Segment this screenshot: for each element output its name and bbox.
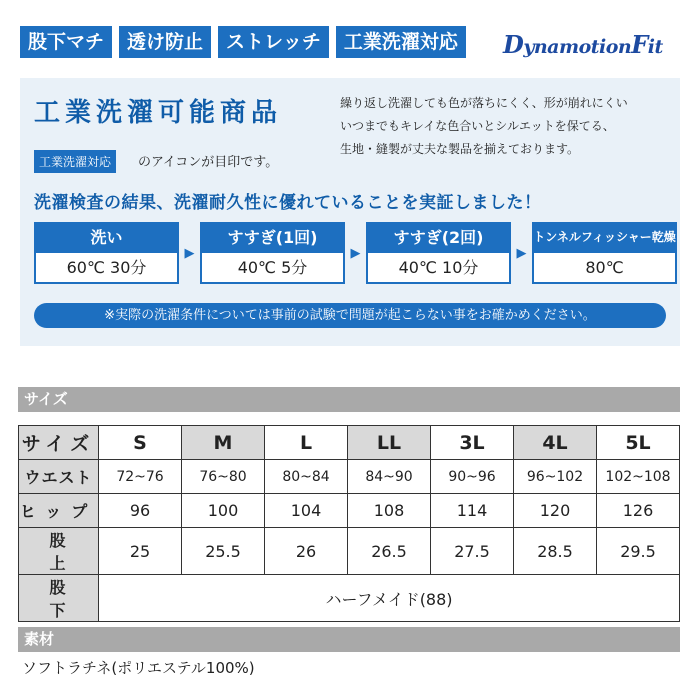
industrial-wash-panel (20, 78, 680, 346)
panel-description: 繰り返し洗濯しても色が落ちにくく、形が崩れにくい いつまでもキレイな色合いとシルエットを保てる、 生地・縫製が丈夫な製品を揃えております。 (340, 96, 628, 156)
feature-tag: ストレッチ (218, 26, 329, 58)
wash-step: トンネルフィッシャー乾燥 80℃ (532, 222, 677, 284)
size-section-header: サイズ (18, 387, 680, 412)
wash-steps (34, 222, 677, 284)
table-row: 股下 ハーフメイド(88) (19, 575, 680, 622)
wash-note: ※実際の洗濯条件については事前の試験で問題が起こらない事をお確かめください。 (34, 303, 666, 328)
wash-step: すすぎ(1回) 40℃ 5分 (200, 222, 345, 284)
arrow-right-icon: ▶ (350, 245, 361, 261)
size-table (18, 425, 680, 622)
brand-logo: DynamotionFit (503, 30, 663, 59)
panel-title: 工業洗濯可能商品 (34, 98, 283, 128)
proven-headline: 洗濯検査の結果、洗濯耐久性に優れていることを実証しました！ (34, 193, 542, 213)
wash-step: 洗い 60℃ 30分 (34, 222, 179, 284)
material-text: ソフトラチネ(ポリエステル100%) (22, 659, 255, 677)
feature-tags (20, 26, 466, 58)
material-section-header: 素材 (18, 627, 680, 652)
feature-tag: 透け防止 (119, 26, 211, 58)
table-header-row: サイズ S M L LL 3L 4L 5L (19, 426, 680, 460)
arrow-right-icon: ▶ (516, 245, 527, 261)
table-row: 股上 25 25.5 26 26.5 27.5 28.5 29.5 (19, 528, 680, 575)
wash-step: すすぎ(2回) 40℃ 10分 (366, 222, 511, 284)
badge-caption: のアイコンが目印です。 (138, 155, 279, 170)
feature-tag: 工業洗濯対応 (336, 26, 466, 58)
arrow-right-icon: ▶ (184, 245, 195, 261)
feature-tag: 股下マチ (20, 26, 112, 58)
wash-badge: 工業洗濯対応 (34, 150, 116, 173)
table-row: ヒップ 96 100 104 108 114 120 126 (19, 494, 680, 528)
table-row: ウエスト 72~76 76~80 80~84 84~90 90~96 96~102 102~108 (19, 460, 680, 494)
